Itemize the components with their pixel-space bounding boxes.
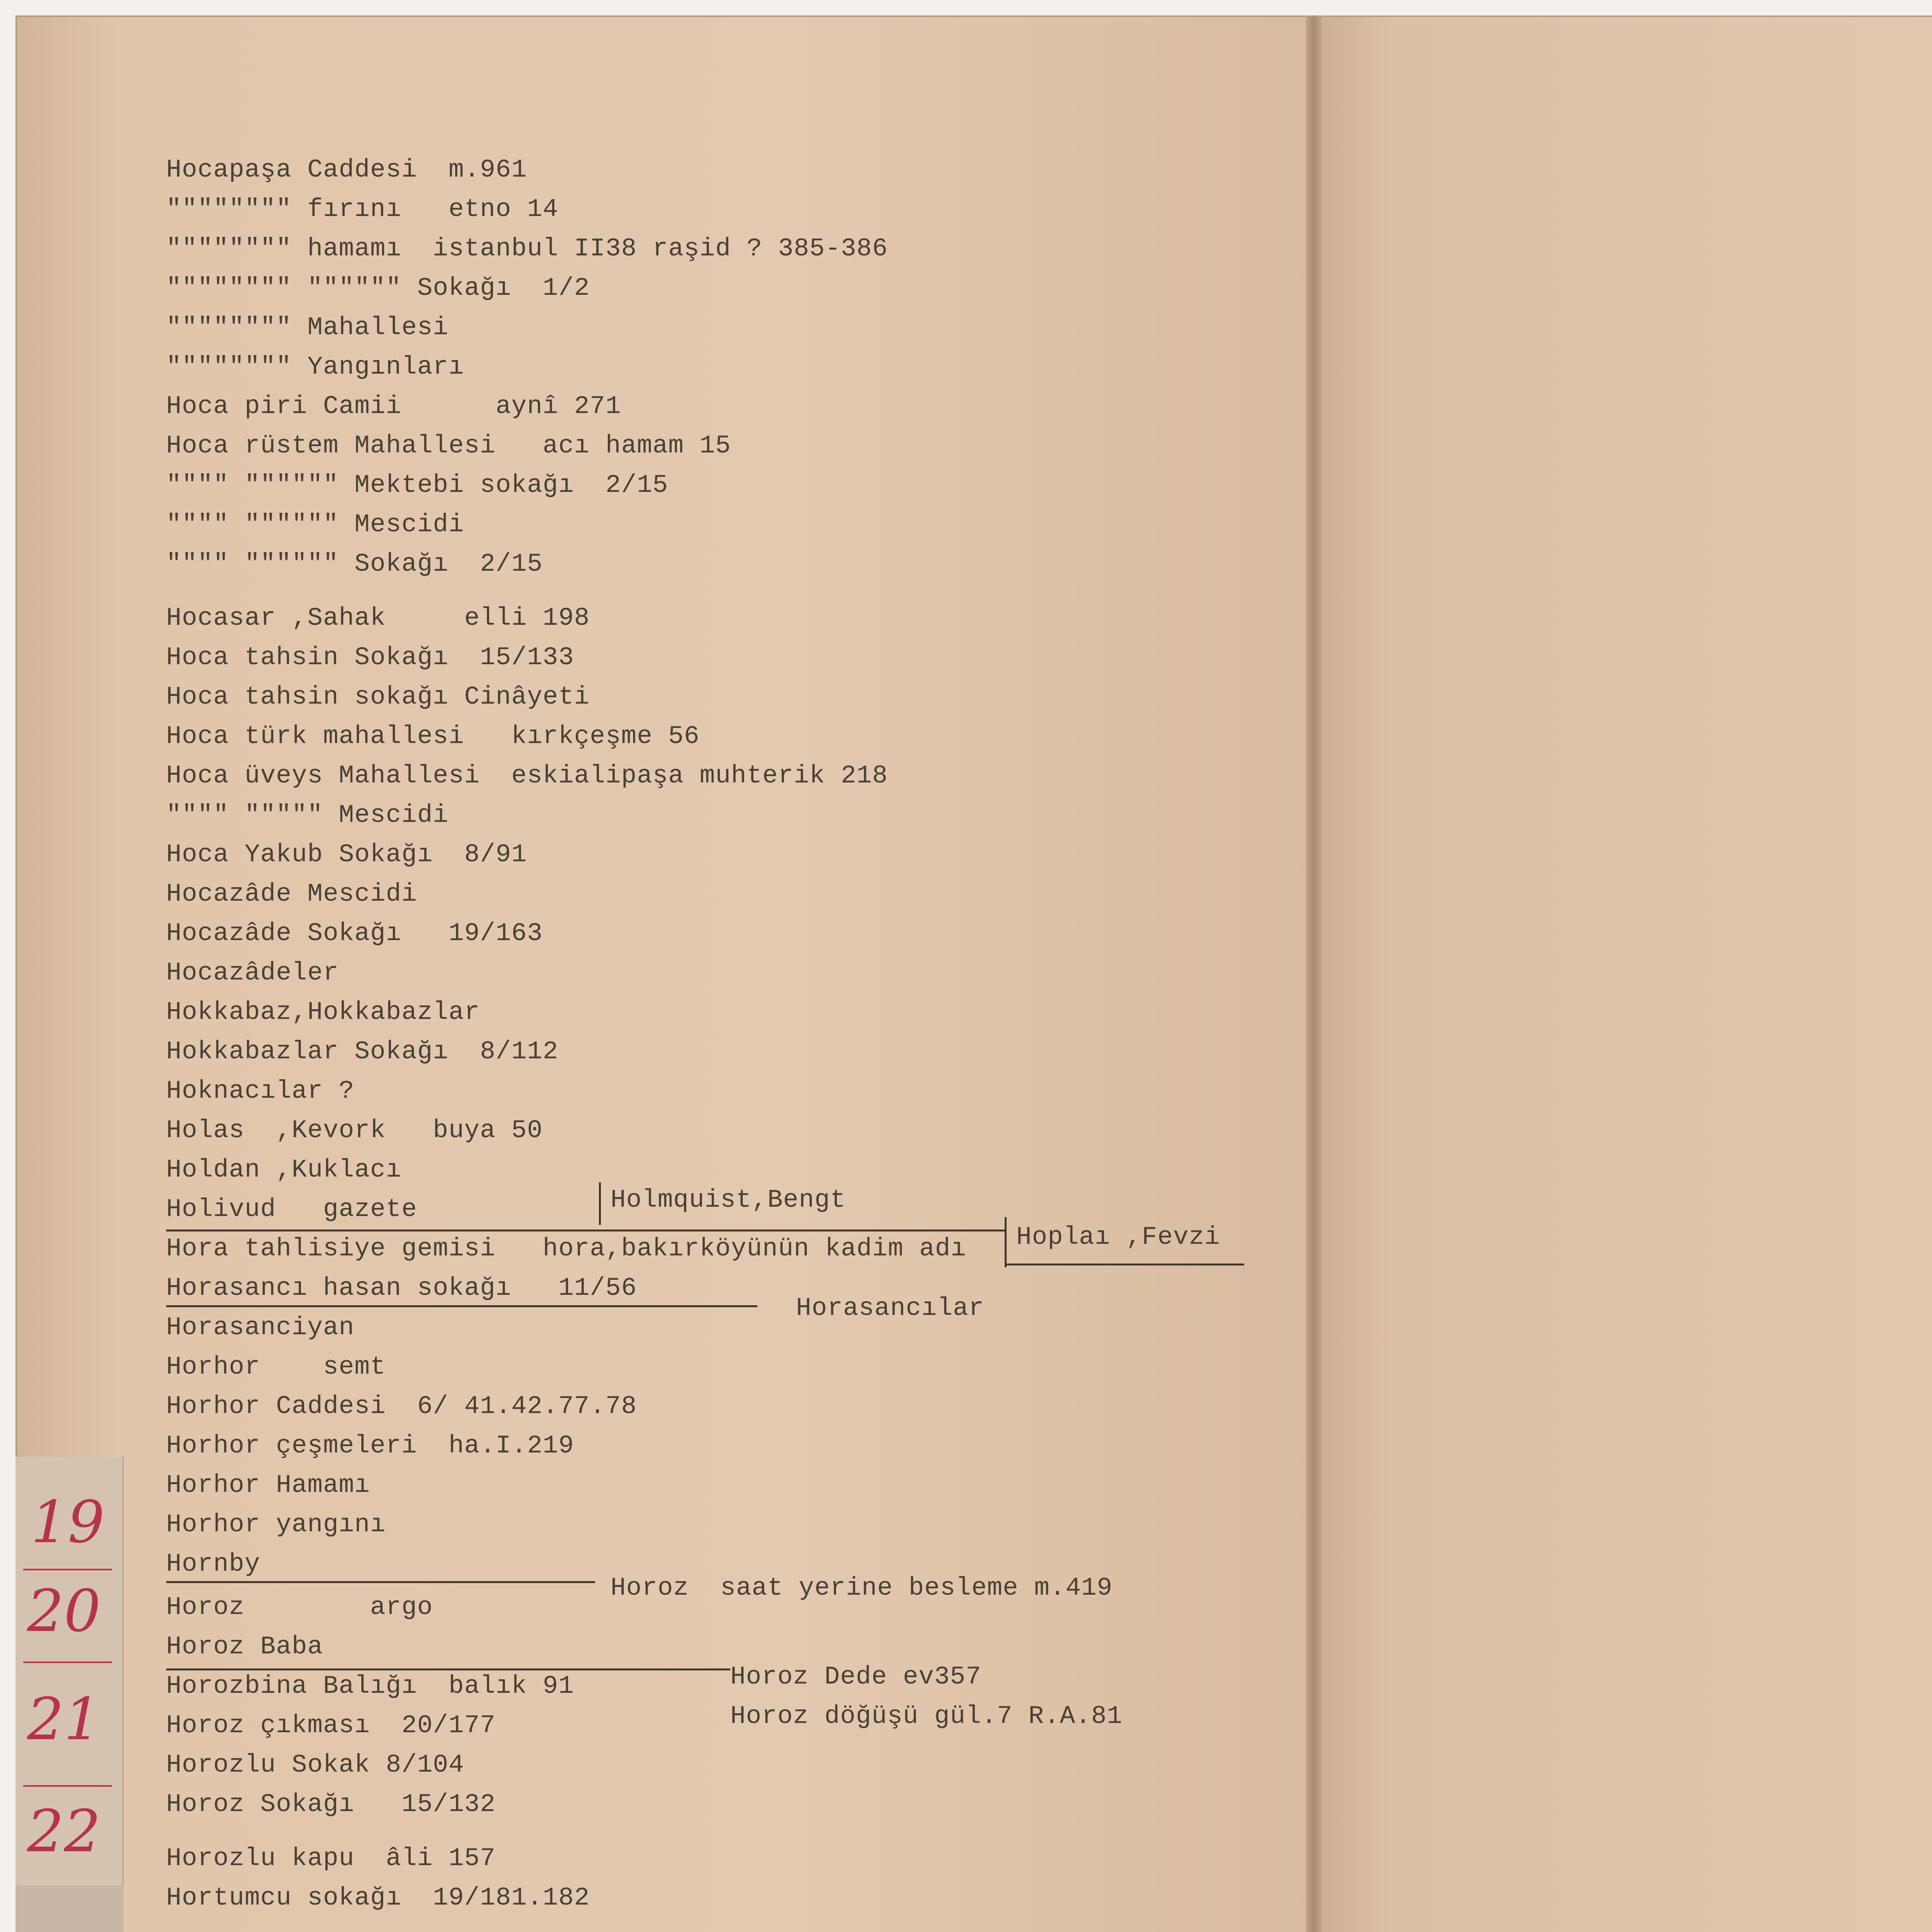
entry-line: """""""" hamamı istanbul II38 raşid ? 385-386: [166, 234, 888, 263]
entry-line: Horozlu kapu âli 157: [166, 1844, 496, 1873]
entry-line: """""""" """""" Sokağı 1/2: [166, 274, 590, 303]
index-divider: [23, 1785, 112, 1787]
underline-rule: [166, 1305, 757, 1307]
book-spine: [1306, 15, 1321, 1932]
entry-line: Holas ,Kevork buya 50: [166, 1116, 543, 1145]
entry-line: Hoknacılar ?: [166, 1077, 355, 1105]
right-page-blank: [1314, 15, 1932, 1932]
index-number: 20: [27, 1578, 101, 1645]
underline-rule: [166, 1581, 595, 1583]
index-number: 21: [27, 1686, 101, 1753]
entry-line: """" """"" Mescidi: [166, 801, 449, 830]
entry-line: Holdan ,Kuklacı: [166, 1155, 402, 1184]
index-number: 22: [27, 1798, 101, 1865]
note-holmquist: Holmquist,Bengt: [611, 1185, 846, 1214]
entry-line: Horozbina Balığı balık 91: [166, 1672, 574, 1701]
entry-line: Hora tahlisiye gemisi hora,bakırköyünün kadim adı: [166, 1234, 966, 1263]
entry-line: Hocasar ,Sahak elli 198: [166, 604, 590, 633]
index-divider: [23, 1662, 112, 1663]
entry-line: Horoz Sokağı 15/132: [166, 1790, 496, 1819]
entry-line: Hortumcu sokağı 19/181.182: [166, 1883, 590, 1912]
entry-line: Hoca tahsin sokağı Cinâyeti: [166, 682, 590, 711]
entry-line: Horhor yangını: [166, 1510, 386, 1539]
entry-line: """""""" Mahallesi: [166, 313, 449, 342]
entry-line: Horhor Caddesi 6/ 41.42.77.78: [166, 1392, 637, 1421]
entry-line: Horozlu Sokak 8/104: [166, 1750, 464, 1779]
note-horoz-dogusu: Horoz döğüşü gül.7 R.A.81: [730, 1702, 1123, 1731]
entry-line: Hornby: [166, 1549, 260, 1578]
underline-rule: [166, 1668, 730, 1670]
note-border: [599, 1182, 601, 1225]
entry-line: Hoca piri Camii aynî 271: [166, 392, 621, 421]
entry-line: Hokkabaz,Hokkabazlar: [166, 998, 480, 1027]
entry-line: Hoca rüstem Mahallesi acı hamam 15: [166, 431, 731, 460]
entry-line: Horoz argo: [166, 1593, 433, 1622]
note-horasancilar: Horasancılar: [796, 1294, 985, 1323]
index-divider: [23, 1569, 112, 1570]
entry-line: """" """""" Sokağı 2/15: [166, 549, 543, 578]
note-horoz-dede: Horoz Dede ev357: [730, 1662, 981, 1691]
entry-line: Hokkabazlar Sokağı 8/112: [166, 1037, 559, 1066]
note-hoplai: Hoplaı ,Fevzi: [1016, 1223, 1220, 1252]
underline-rule: [166, 1230, 1005, 1231]
entry-line: Hocazâde Mescidi: [166, 879, 417, 908]
entry-line: Horasanciyan: [166, 1313, 355, 1342]
entry-line: Horhor çeşmeleri ha.I.219: [166, 1431, 574, 1460]
entry-line: Hoca tahsin Sokağı 15/133: [166, 643, 574, 672]
entry-line: """""""" Yangınları: [166, 352, 464, 381]
entry-line: Horoz çıkması 20/177: [166, 1711, 496, 1740]
entry-line: """""""" fırını etno 14: [166, 195, 559, 224]
index-tab-strip-lower: [15, 1886, 124, 1932]
entry-line: """" """""" Mektebi sokağı 2/15: [166, 471, 668, 500]
entry-line: Horhor Hamamı: [166, 1471, 370, 1500]
entry-line: Hocazâdeler: [166, 958, 339, 987]
entry-line: Hoca Yakub Sokağı 8/91: [166, 840, 527, 869]
note-border: [1005, 1217, 1007, 1267]
entry-line: Horhor semt: [166, 1352, 386, 1381]
entry-line: """" """""" Mescidi: [166, 510, 464, 539]
entry-line: Horasancı hasan sokağı 11/56: [166, 1274, 637, 1303]
entry-line: Horoz Baba: [166, 1632, 323, 1661]
entry-line: Hocapaşa Caddesi m.961: [166, 155, 527, 184]
index-number: 19: [31, 1489, 105, 1556]
entry-line: Holivud gazete: [166, 1195, 417, 1224]
entry-line: Hoca türk mahallesi kırkçeşme 56: [166, 722, 700, 751]
entry-line: Hocazâde Sokağı 19/163: [166, 919, 543, 948]
entry-line: Hoca üveys Mahallesi eskialipaşa muhterik 218: [166, 761, 888, 790]
underline-rule: [1005, 1264, 1244, 1265]
note-horoz-saat: Horoz saat yerine besleme m.419: [611, 1573, 1113, 1602]
